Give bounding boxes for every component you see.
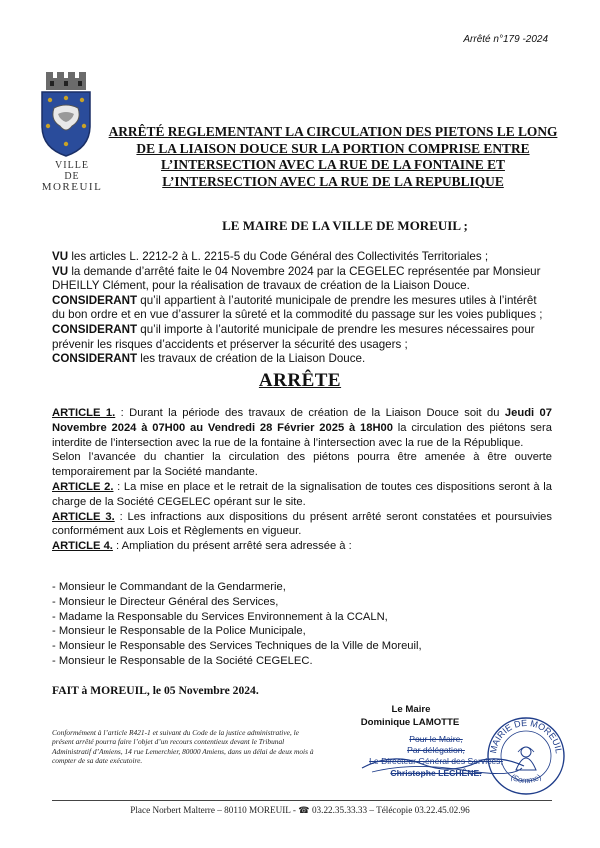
article-1-text: : Durant la période des travaux de création de la Liaison Douce soit du [115,407,505,419]
recipient-item: - Monsieur le Responsable des Services Techniques de la Ville de Moreuil, [52,640,422,653]
footer-address: Place Norbert Malterre – 80110 MOREUIL - ☎ 03.22.35.33.33 – Télécopie 03.22.45.02.96 [130,805,470,815]
article-4-label: ARTICLE 4. [52,540,113,553]
ville-word: VILLE [55,160,89,171]
article-1-extra: Selon l’avancée du chantier la circulation des piétons pourra être amenée à être ouverte temporairement par la Société mandante. [52,451,552,479]
article-1 [52,406,552,450]
considerant-text: qu’il appartient à l’autorité municipale de prendre les mesures utiles à l’intérêt du bon ordre et en vue d’assurer la sûreté et la commodité du passage sur les voies publiques ; [52,293,543,322]
recipient-item: - Monsieur le Responsable de la Société CEGELEC. [52,654,313,667]
article-4 [52,539,552,554]
stamp-text-top: MAIRIE DE MOREUIL [488,717,564,755]
svg-text:(Somme) [509,772,543,785]
mairie-stamp-icon [484,712,568,796]
article-1-dates: Jeudi 07 Novembre 2024 à 07H00 au Vendredi 28 Février 2025 à 18H00 [52,407,552,434]
article-3-label: ARTICLE 3. [52,510,115,523]
ville-label [36,160,108,193]
considerant-line [52,352,552,367]
considerant-keyword: CONSIDERANT [52,293,138,307]
article-2-text: : La mise en place et le retrait de la signalisation de toutes ces dispositions seront à la charge de la Société CEGELEC opérant sur le site. [52,480,552,508]
recipient-item: - Monsieur le Commandant de la Gendarmerie, [52,581,286,593]
town-crest-icon [38,68,94,158]
svg-text:MAIRIE DE MOREUIL [488,718,564,754]
articles-block [52,406,552,554]
article-3-text: : Les infractions aux dispositions du présent arrêté seront constatées et poursuivies conformément aux Lois et Règlements en vigueur. [52,510,552,538]
stamp-text-bottom: (Somme) [509,772,543,786]
legal-note: Conformément à l’article R421-1 et suivant du Code de la justice administrative, le présent arrêté pourra faire l’objet d’un recours contentieux devant le Tribunal Administratif d’Amiens, 14 rue Lemerchier, 80000 Amiens, dans un délai de deux mois à compter de sa date exécutoire. [52,728,314,766]
article-4-text: : Ampliation du présent arrêté sera adressée à : [112,540,352,553]
considerants-block [52,250,552,367]
considerant-text: la demande d’arrêté faite le 04 Novembre 2024 par la CEGELEC représentée par Monsieur DHEILLY Clément, pour la réalisation de travaux de création de la Liaison Douce. [52,264,541,293]
considerant-keyword: VU [52,264,69,278]
considerant-keyword: VU [52,250,69,263]
document-title: ARRÊTÉ REGLEMENTANT LA CIRCULATION DES PIETONS LE LONG DE LA LIAISON DOUCE SUR LA PORTION COMPRISE ENTRE L’INTERSECTION AVEC LA RUE DE LA FONTAINE ET L’INTERSECTION AVEC LA RUE DE LA REPUBLIQUE [108,124,558,189]
considerant-line [52,294,552,323]
article-1-label: ARTICLE 1. [52,407,116,419]
delegation-line-3: Le Directeur Général des Services, [369,756,503,767]
considerant-line [52,265,552,294]
fait-a-line: FAIT à MOREUIL, le 05 Novembre 2024. [52,684,259,697]
article-2-label: ARTICLE 2. [52,480,114,493]
delegation-line-1: Pour le Maire, [409,734,463,744]
considerant-keyword: CONSIDERANT [52,352,138,366]
recipients-list [52,580,552,669]
arrete-heading: ARRÊTE [258,370,342,391]
considerant-line [52,323,552,352]
ville-de-word: DE [64,171,80,182]
maire-heading: LE MAIRE DE LA VILLE DE MOREUIL ; [222,218,468,233]
delegation-line-2: Par délégation, [407,745,465,756]
considerant-line [52,250,552,265]
article-1-text-end: la circulation des piétons sera interdite de l’intersection avec la rue de la fontaine à l’intersection avec la rue de la République. [52,421,552,449]
signatory-role: Le Maire [391,704,431,715]
delegation-signer: Christophe LECHÊNE. [390,767,482,778]
recipient-item: - Monsieur le Responsable de la Police Municipale, [52,625,306,638]
considerant-text: les articles L. 2212-2 à L. 2215-5 du Code Général des Collectivités Territoriales ; [68,250,489,263]
article-3 [52,510,552,540]
recipient-item: - Madame la Responsable du Services Environnement à la CCALN, [52,610,388,623]
arrete-number: Arrêté n°179 -2024 [463,34,548,45]
recipient-item: - Monsieur le Directeur Général des Services, [52,595,279,608]
article-2 [52,480,552,510]
considerant-keyword: CONSIDERANT [52,322,138,336]
considerant-text: les travaux de création de la Liaison Douce. [137,352,366,366]
signatory-name: Dominique LAMOTTE [360,717,460,728]
ville-name: MOREUIL [41,181,103,193]
considerant-text: qu’il importe à l’autorité municipale de prendre les mesures nécessaires pour prévenir les risques d’accidents et préserver la sécurité des usagers ; [52,322,535,351]
footer-divider [52,800,552,801]
